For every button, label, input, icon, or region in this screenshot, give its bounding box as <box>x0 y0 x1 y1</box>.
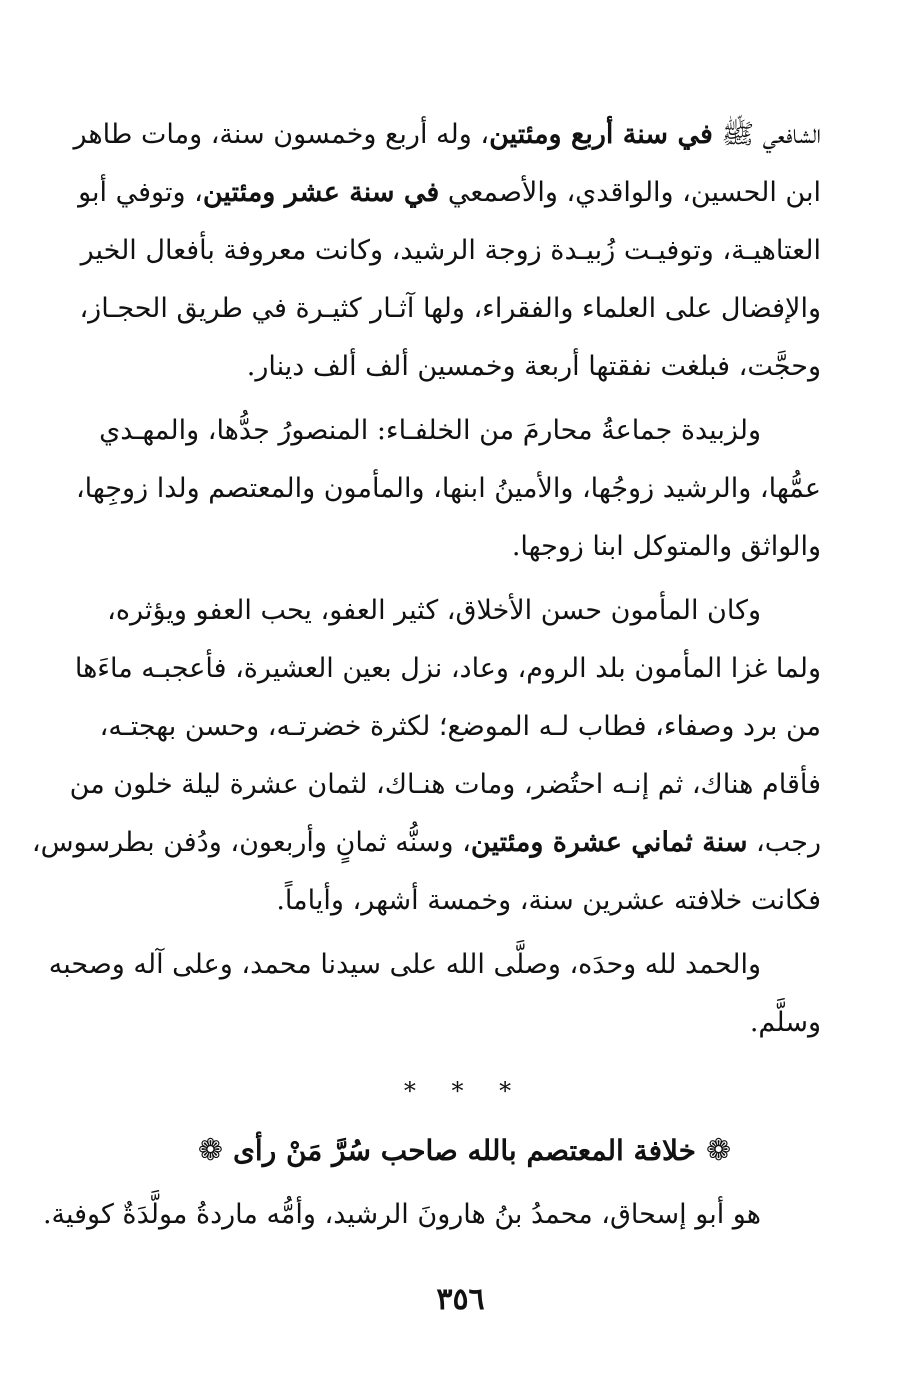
text-run: ، وتوفي أبو <box>78 177 203 208</box>
section-separator: * * * <box>403 1077 526 1105</box>
text-run: الشافعي ﷺ <box>712 119 821 150</box>
text-line: من برد وصفاء، فطاب لـه الموضع؛ لكثرة خضرتـه، وحسن بهجتـه، <box>99 711 821 742</box>
text-line: وكان المأمون حسن الأخلاق، كثير العفو، يحب العفو ويؤثره، <box>107 595 761 626</box>
text-line: وسلَّم. <box>749 1007 821 1038</box>
page-body <box>31 106 821 1250</box>
text-run: رجب، <box>747 827 821 858</box>
text-line: وحجَّت، فبلغت نفقتها أربعة وخمسين ألف ألف دينار. <box>246 351 821 382</box>
bold-date: في سنة أربع ومئتين <box>489 119 713 150</box>
text-line <box>73 106 821 164</box>
text-line: فأقام هناك، ثم إنـه احتُضر، ومات هنـاك، لثمان عشرة ليلة خلون من <box>69 769 821 800</box>
text-line: والحمد لله وحدَه، وصلَّى الله على سيدنا محمد، وعلى آله وصحبه <box>48 949 761 980</box>
text-line: ولزبيدة جماعةُ محارمَ من الخلفـاء: المنصورُ جدُّها، والمهـدي <box>99 415 761 446</box>
text-line <box>78 164 821 222</box>
bold-date: في سنة عشر ومئتين <box>202 177 440 208</box>
text-line: العتاهيـة، وتوفيـت زُبيـدة زوجة الرشيد، وكانت معروفة بأفعال الخير <box>80 235 821 266</box>
text-line: والإفضال على العلماء والفقراء، ولها آثـار كثيـرة في طريق الحجـاز، <box>79 293 821 324</box>
ornament-icon: ❁ <box>705 1133 732 1168</box>
text-run: ، وله أربع وخمسون سنة، ومات طاهر <box>73 119 490 150</box>
text-line <box>31 814 821 872</box>
text-run: ، وسنُّه ثمانٍ وأربعون، ودُفن بطرسوس، <box>31 827 471 858</box>
text-line: ولما غزا المأمون بلد الروم، وعاد، نزل بعين العشيرة، فأعجبـه ماءَها <box>74 653 821 684</box>
text-run: ابن الحسين، والواقدي، والأصمعي <box>439 177 821 208</box>
paragraph-5 <box>42 1186 821 1244</box>
bold-date: سنة ثماني عشرة ومئتين <box>470 827 748 858</box>
ornament-icon: ❁ <box>197 1133 224 1168</box>
text-line: والواثق والمتوكل ابنا زوجها. <box>511 531 821 562</box>
paragraph-2 <box>75 402 821 576</box>
section-heading <box>108 1116 821 1186</box>
text-line: عمُّها، والرشيد زوجُها، والأمينُ ابنها، والمأمون والمعتصم ولدا زوجِها، <box>75 473 821 504</box>
paragraph-4 <box>48 936 821 1052</box>
paragraph-1 <box>73 106 821 396</box>
heading-text: خلافة المعتصم بالله صاحب سُرَّ مَنْ رأى <box>233 1134 696 1167</box>
text-line: فكانت خلافته عشرين سنة، وخمسة أشهر، وأياماً. <box>276 885 821 916</box>
page-number: ٣٥٦ <box>436 1282 485 1317</box>
paragraph-3 <box>31 582 821 930</box>
text-line: هو أبو إسحاق، محمدُ بنُ هارونَ الرشيد، وأمُّه ماردةُ مولَّدَةٌ كوفية. <box>42 1199 761 1230</box>
